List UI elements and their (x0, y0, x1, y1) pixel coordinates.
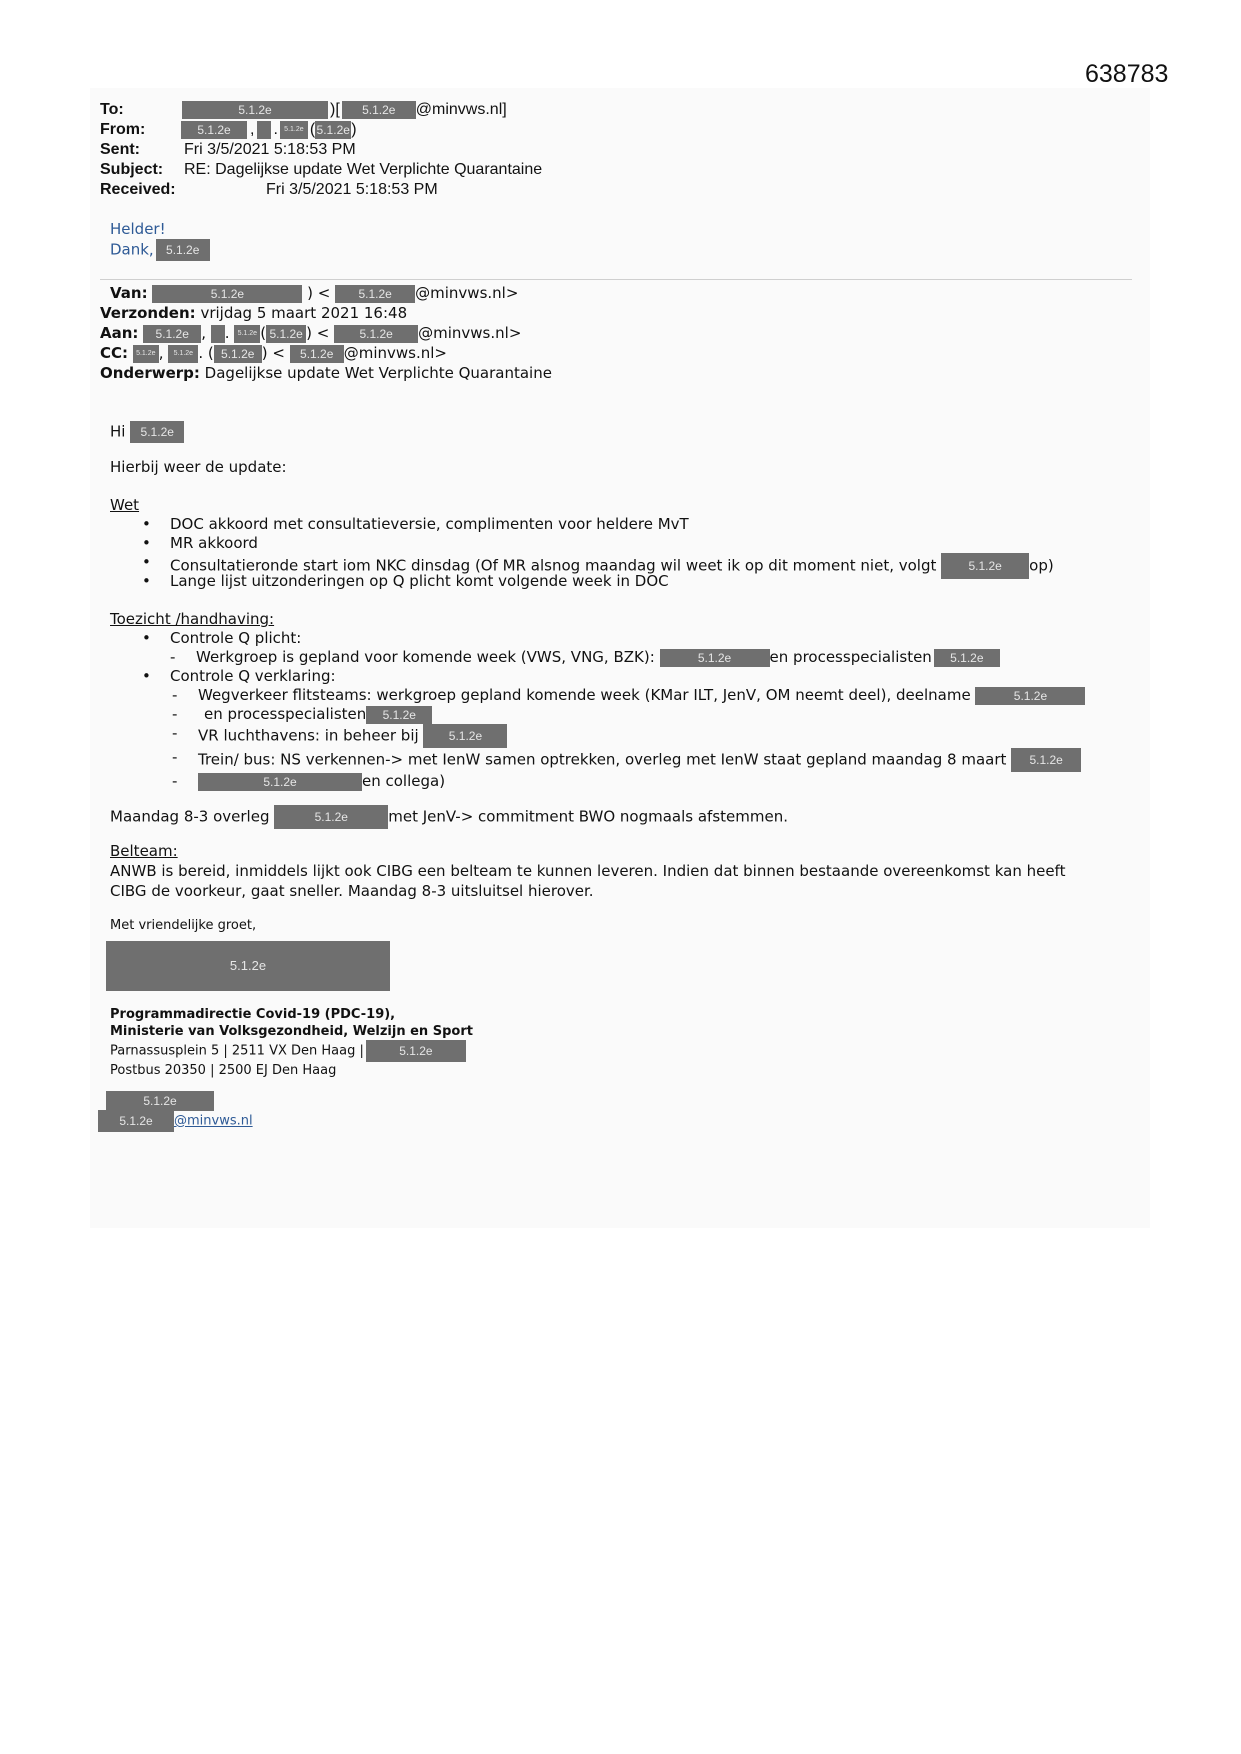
redaction: 5.1.2e (934, 649, 1000, 667)
van-domain: @minvws.nl> (415, 284, 519, 302)
redaction: 5.1.2e (975, 687, 1085, 705)
subject-value: RE: Dagelijkse update Wet Verplichte Quarantaine (184, 161, 543, 178)
email-body (110, 421, 1085, 935)
redaction: 5.1.2e (152, 285, 302, 303)
subject-label: Subject: (100, 161, 164, 178)
from-label: From: (100, 121, 146, 138)
to-label: To: (100, 101, 124, 118)
reply-text (110, 219, 210, 259)
list-item: • Lange lijst uitzonderingen op Q plicht komt volgende week in DOC (170, 572, 1085, 591)
redaction: 5.1.2e (198, 773, 362, 791)
list-item: • Consultatieronde start iom NKC dinsdag (Of MR alsnog maandag wil weet ik op dit moment niet, volgt 5.1.2e op) (170, 553, 1085, 572)
redaction: 5.1.2e (660, 649, 770, 667)
from-row: From: 5.1.2e , . 5.1.2e (5.1.2e) (100, 121, 357, 138)
list-item: - Trein/ bus: NS verkennen-> met IenW samen optrekken, overleg met IenW staat gepland maandag 8 maart 5.1.2e (198, 748, 1085, 772)
sig-email (98, 1110, 253, 1132)
redaction: 5.1.2e (182, 101, 328, 119)
redaction: 5.1.2e (106, 1091, 214, 1111)
sig-address: Parnassusplein 5 | 2511 VX Den Haag | (110, 1043, 364, 1059)
onderwerp-label: Onderwerp: (100, 364, 200, 382)
redaction: 5.1.2e (280, 121, 308, 139)
redaction: 5.1.2e (234, 325, 260, 343)
verzonden-label: Verzonden: (100, 304, 196, 322)
redaction: 5.1.2e (266, 325, 306, 343)
redaction: 5.1.2e (143, 325, 201, 343)
toezicht-list (110, 629, 1085, 648)
wet-list (110, 515, 1085, 591)
redaction: 5.1.2e (316, 122, 350, 137)
redaction: 5.1.2e (214, 345, 262, 363)
closing: Met vriendelijke groet, (110, 918, 257, 933)
maandag-post: met JenV-> commitment BWO nogmaals afstemmen. (388, 807, 788, 826)
redaction: 5.1.2e (130, 421, 184, 443)
email-header (100, 100, 542, 200)
list-item: - Wegverkeer flitsteams: werkgroep gepland komende week (KMar ILT, JenV, OM neemt deel), deelname 5.1.2e (198, 686, 1085, 705)
redaction: 5.1.2e (335, 285, 415, 303)
aan-domain: @minvws.nl> (418, 324, 522, 342)
list-item: • Controle Q verklaring: (170, 667, 1085, 686)
belteam-heading: Belteam: (110, 842, 178, 860)
sig-org: Programmadirectie Covid-19 (PDC-19), (110, 1007, 396, 1022)
redaction: 5.1.2e (423, 724, 507, 748)
list-item: - 5.1.2e en collega) (198, 772, 1085, 791)
document-number: 638783 (1085, 60, 1169, 88)
maandag-pre: Maandag 8-3 overleg (110, 807, 270, 826)
redaction: 5.1.2e (366, 706, 432, 724)
redaction: 5.1.2e (1011, 748, 1081, 772)
sig-address: Postbus 20350 | 2500 EJ Den Haag (110, 1063, 337, 1078)
reply-line: Helder! (110, 220, 166, 238)
belteam-text: ANWB is bereid, inmiddels lijkt ook CIBG een belteam te kunnen leveren. Indien dat binnen bestaande overeenkomst kan heeft (110, 862, 1066, 880)
subject-row (100, 160, 542, 180)
sent-label: Sent: (100, 141, 140, 158)
redaction: 5.1.2e (98, 1110, 174, 1132)
wet-heading: Wet (110, 496, 140, 514)
greeting: Hi (110, 422, 126, 441)
redaction: 5.1.2e (106, 941, 390, 991)
toezicht-heading: Toezicht /handhaving: (110, 610, 275, 628)
list-item: • MR akkoord (170, 534, 1085, 553)
belteam-text: CIBG de voorkeur, gaat sneller. Maandag 8-3 uitsluitsel hierover. (110, 882, 594, 900)
list-item: • DOC akkoord met consultatieversie, complimenten voor heldere MvT (170, 515, 1085, 534)
redaction: 5.1.2e (156, 239, 210, 261)
aan-label: Aan: (100, 324, 139, 342)
separator-line (100, 279, 1132, 280)
to-row: To: 5.1.2e )[ 5.1.2e @minvws.nl] (100, 101, 507, 118)
received-value: Fri 3/5/2021 5:18:53 PM (266, 181, 438, 198)
redaction: 5.1.2e (366, 1040, 466, 1062)
redaction (211, 325, 225, 343)
redaction: 5.1.2e (342, 101, 416, 119)
intro: Hierbij weer de update: (110, 458, 287, 476)
reply-line: Dank, (110, 240, 154, 259)
list-item: - VR luchthavens: in beheer bij 5.1.2e (198, 724, 1085, 748)
original-header: Van: 5.1.2e ) < 5.1.2e @minvws.nl> Verzonden: vrijdag 5 maart 2021 16:48 Aan: 5.1.2e , . 5.1.2e ( 5.1.2e ) < 5.1.2e @minvws.nl> CC: 5.1.2e , 5.1.2e . ( 5.1.2e ) < 5.1.2e @minvws.nl> Onderwerp: Dagelijkse update Wet Verplichte Quarantaine (100, 284, 552, 382)
sub-list (110, 648, 1085, 667)
redaction: 5.1.2e (290, 345, 344, 363)
sig-org: Ministerie van Volksgezondheid, Welzijn en Sport (110, 1024, 473, 1039)
list-item: - en processpecialisten 5.1.2e (198, 705, 1085, 724)
redaction: 5.1.2e (133, 345, 159, 363)
list-item: • Controle Q plicht: (170, 629, 1085, 648)
email-link[interactable]: @minvws.nl (174, 1113, 253, 1129)
cc-label: CC: (100, 344, 129, 362)
redaction: 5.1.2e (274, 805, 388, 829)
redaction: 5.1.2e (941, 553, 1029, 579)
received-label: Received: (100, 181, 176, 198)
redaction: 5.1.2e (334, 325, 418, 343)
signature (110, 1006, 473, 1079)
received-row (100, 180, 542, 200)
onderwerp-value: Dagelijkse update Wet Verplichte Quarantaine (199, 364, 552, 382)
redaction: 5.1.2e (168, 345, 198, 363)
verzonden-value: vrijdag 5 maart 2021 16:48 (195, 304, 408, 322)
sent-value: Fri 3/5/2021 5:18:53 PM (184, 141, 356, 158)
redaction (257, 121, 271, 139)
redaction: 5.1.2e (181, 121, 247, 139)
sub-list (110, 686, 1085, 791)
list-item: - Werkgroep is gepland voor komende week (VWS, VNG, BZK): 5.1.2e en processpecialisten 5.1.2e (196, 648, 1085, 667)
sent-row (100, 140, 542, 160)
cc-domain: @minvws.nl> (343, 344, 447, 362)
van-label: Van: (110, 284, 148, 302)
to-domain: @minvws.nl] (415, 101, 507, 118)
